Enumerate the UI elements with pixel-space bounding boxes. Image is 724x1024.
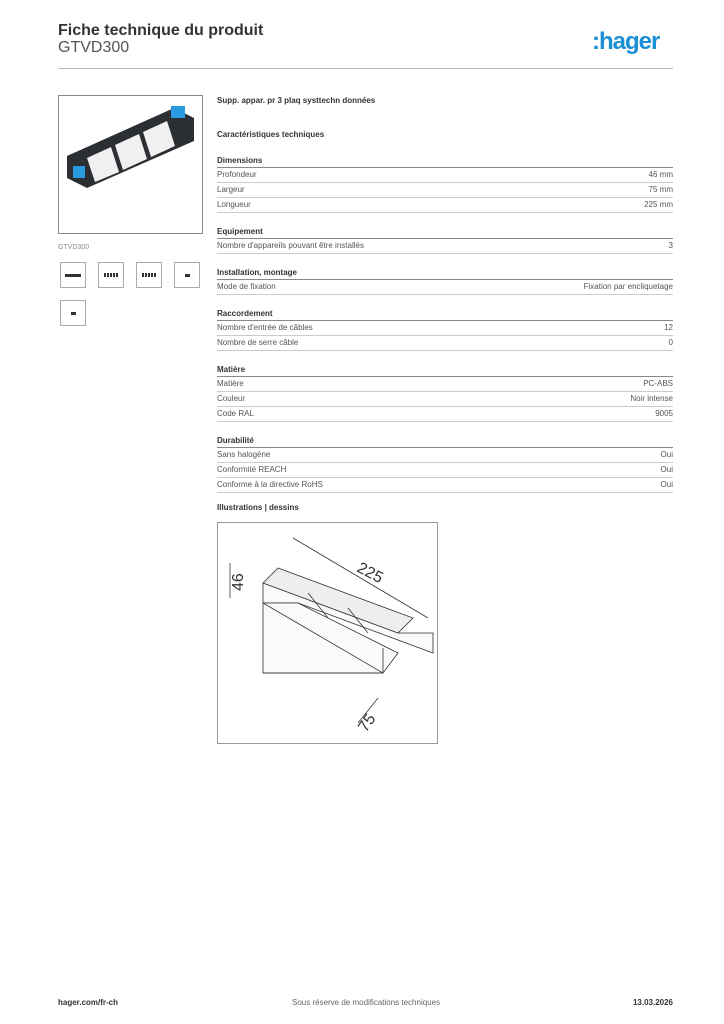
spec-label: Couleur <box>217 394 246 403</box>
spec-label: Profondeur <box>217 170 257 179</box>
spec-section <box>217 152 673 213</box>
spec-value: 225 mm <box>644 200 673 209</box>
spec-section <box>217 361 673 422</box>
product-code: GTVD300 <box>58 39 130 56</box>
spec-section <box>217 264 673 295</box>
section-title: Dimensions <box>217 152 673 168</box>
spec-label: Conformité REACH <box>217 465 287 474</box>
spec-row <box>217 336 673 351</box>
spec-row <box>217 392 673 407</box>
spec-value: Noir intense <box>630 394 673 403</box>
spec-value: 46 mm <box>648 170 673 179</box>
length-dimension: 225 <box>354 559 386 588</box>
spec-value: PC-ABS <box>643 379 673 388</box>
product-image <box>58 95 203 234</box>
section-title: Durabilité <box>217 432 673 448</box>
spec-section <box>217 432 673 493</box>
spec-row <box>217 239 673 254</box>
page-title: Fiche technique du produit <box>58 22 264 39</box>
thumbnail-5[interactable] <box>60 300 86 326</box>
spec-row <box>217 463 673 478</box>
spec-label: Longueur <box>217 200 251 209</box>
spec-value: Oui <box>660 450 673 459</box>
spec-label: Nombre d'appareils pouvant être installés <box>217 241 364 250</box>
dimension-drawing <box>217 522 438 744</box>
footer-date: 13.03.2026 <box>632 998 673 1007</box>
section-title: Installation, montage <box>217 264 673 280</box>
spec-value: 75 mm <box>648 185 673 194</box>
thumbnail-2[interactable] <box>98 262 124 288</box>
hager-logo: :hager <box>592 28 660 55</box>
spec-label: Conforme à la directive RoHS <box>217 480 323 489</box>
spec-label: Code RAL <box>217 409 254 418</box>
spec-row <box>217 407 673 422</box>
thumbnail-1[interactable] <box>60 262 86 288</box>
spec-section <box>217 305 673 351</box>
spec-row <box>217 478 673 493</box>
header-divider <box>58 68 673 69</box>
spec-row <box>217 321 673 336</box>
spec-row <box>217 280 673 295</box>
spec-value: 3 <box>668 241 673 250</box>
footer-site[interactable]: hager.com/fr-ch <box>58 998 119 1007</box>
spec-row <box>217 448 673 463</box>
spec-label: Largeur <box>217 185 245 194</box>
specs-title: Caractéristiques techniques <box>217 130 325 139</box>
spec-row <box>217 168 673 183</box>
spec-label: Mode de fixation <box>217 282 276 291</box>
spec-row <box>217 183 673 198</box>
section-title: Matière <box>217 361 673 377</box>
product-caption: GTVD300 <box>58 244 90 251</box>
spec-value: 9005 <box>655 409 673 418</box>
spec-value: Fixation par encliquetage <box>583 282 673 291</box>
spec-value: Oui <box>660 465 673 474</box>
spec-label: Matière <box>217 379 244 388</box>
spec-label: Nombre de serre câble <box>217 338 299 347</box>
spec-label: Nombre d'entrée de câbles <box>217 323 313 332</box>
thumbnail-4[interactable] <box>174 262 200 288</box>
width-dimension: 75 <box>355 710 380 736</box>
product-description: Supp. appar. pr 3 plaq systtechn données <box>217 96 376 105</box>
spec-label: Sans halogène <box>217 450 271 459</box>
section-title: Raccordement <box>217 305 673 321</box>
spec-value: 0 <box>668 338 673 347</box>
spec-panel <box>217 96 673 537</box>
height-dimension: 46 <box>230 573 247 591</box>
spec-value: 12 <box>664 323 673 332</box>
spec-row <box>217 377 673 392</box>
section-title: Equipement <box>217 223 673 239</box>
footer-note: Sous réserve de modifications techniques <box>292 998 441 1007</box>
spec-section <box>217 223 673 254</box>
thumbnail-3[interactable] <box>136 262 162 288</box>
spec-row <box>217 198 673 213</box>
spec-value: Oui <box>660 480 673 489</box>
illustrations-title: Illustrations | dessins <box>217 503 299 512</box>
